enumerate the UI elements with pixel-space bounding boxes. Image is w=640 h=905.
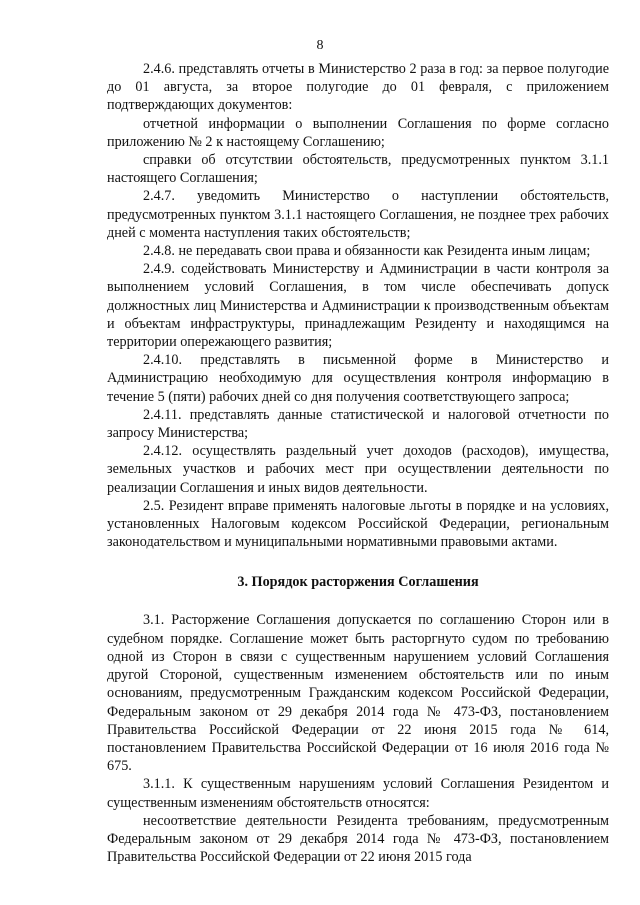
document-body [107,60,609,866]
paragraph-3-1-1: 3.1.1. К существенным нарушениям условий Соглашения Резидентом и существенным изменениям обстоятельств относятся: [107,776,609,811]
page-number: 8 [316,38,324,53]
paragraph-2-4-8: 2.4.8. не передавать свои права и обязанности как Резидента иным лицам; [143,243,591,260]
paragraph-2-4-10: 2.4.10. представлять в письменной форме в Министерство и Администрацию необходимую для осуществления контроля информацию в течение 5 (пяти) рабочих дней со дня получения соответствующего запроса; [107,352,609,405]
section-title: 3. Порядок расторжения Соглашения [237,574,479,591]
paragraph-2-4-7: 2.4.7. уведомить Министерство о наступлении обстоятельств, предусмотренных пунктом 3.1.1 настоящего Соглашения, не позднее трех рабочих дней с момента наступления таких обстоятельств; [107,188,609,241]
paragraph-2-4-11: 2.4.11. представлять данные статистической и налоговой отчетности по запросу Министерства; [107,406,609,442]
paragraph-report-info: отчетной информации о выполнении Соглашения по форме согласно приложению № 2 к настоящему Соглашению; [107,115,609,150]
paragraph-2-4-12: 2.4.12. осуществлять раздельный учет доходов (расходов), имущества, земельных участков и рабочих мест при осуществлении деятельности по реализации Соглашения и иных видов деятельности. [107,443,609,496]
paragraph-3-1: 3.1. Расторжение Соглашения допускается по соглашению Сторон или в судебном порядке. Соглашение может быть расторгнуто судом по требованию одной из Сторон в связи с существенным нарушением условий Соглашения другой Стороной, существенным изменением обстоятельств или по иным основаниям, предусмотренным Гражданским кодексом Российской Федерации, Федеральным законом от 29 декабря 2014 года № 473-ФЗ, постановлением Правительства Российской Федерации от 22 июня 2015 года № 614, постановлением Правительства Российской Федерации от 16 июля 2016 года № 675. [107,612,609,775]
paragraph-nonconformity: несоответствие деятельности Резидента требованиям, предусмотренным Федеральным законом от 29 декабря 2014 года № 473-ФЗ, постановлением Правительства Российской Федерации от 22 июня 2015 года [107,812,609,866]
paragraph-certificate: справки об отсутствии обстоятельств, предусмотренных пунктом 3.1.1 настоящего Соглашения; [107,152,609,187]
paragraph-2-4-6: 2.4.6. представлять отчеты в Министерство 2 раза в год: за первое полугодие до 01 августа, за второе полугодие до 01 февраля, с приложением подтверждающих документов: [107,61,609,114]
paragraph-2-5: 2.5. Резидент вправе применять налоговые льготы в порядке и на условиях, установленных Налоговым кодексом Российской Федерации, региональным законодательством и муниципальными нормативными правовыми актами. [107,497,609,551]
paragraph-2-4-9: 2.4.9. содействовать Министерству и Администрации в части контроля за выполнением условий Соглашения, в том числе обеспечивать допуск должностных лиц Министерства и Администрации к производственным объектам и объектам инфраструктуры, принадлежащим Резиденту и находящимся на территории опережающего развития; [107,261,609,351]
